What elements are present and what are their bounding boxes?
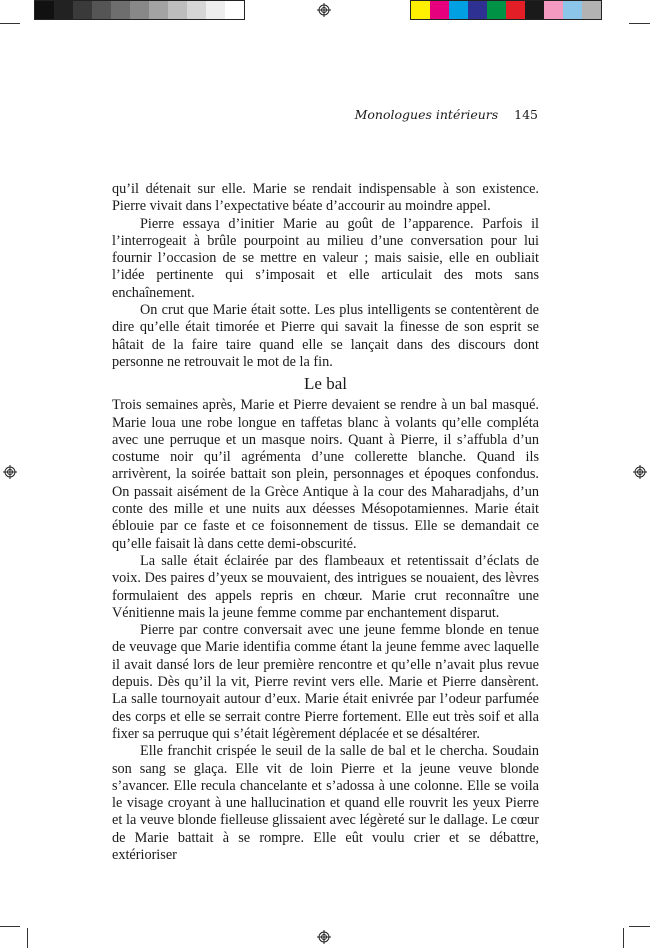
- process-color-bar: [410, 0, 602, 20]
- crop-mark-bottom-left-h: [0, 926, 20, 927]
- gray-swatch: [168, 1, 187, 19]
- page-body: [112, 181, 539, 864]
- crop-mark-bottom-right-v: [623, 928, 624, 948]
- gray-swatch: [225, 1, 244, 19]
- registration-mark-top-icon: [317, 3, 331, 17]
- paragraph: On crut que Marie était sotte. Les plus intelligents se contentèrent de dire qu’elle était timorée et Pierre qui savait la finesse de son esprit se hâtait de la faire taire quand elle se lançait dans des discours dont personne ne retrouvait le mot de la fin.: [112, 302, 539, 370]
- paragraph: Trois semaines après, Marie et Pierre devaient se rendre à un bal masqué. Marie loua une robe longue en taffetas blanc à volants qu’elle compléta avec une perruque et un masque noirs. Quant à Pierre, il s’affubla d’un costume noir qu’il agrémenta d’une collerette blanche. Quand ils arrivèrent, la soirée battait son plein, personnages et époques confondus. On passait aisément de la Grèce Antique à la cour des Maharadjahs, d’un conte des mille et une nuits aux déesses Mésopotamiennes. Marie était éblouie par ce faste et ce foisonnement de tissus. Elle se demandait ce qu’elle faisait là dans cette demi-obscurité.: [112, 397, 539, 552]
- registration-mark-left-icon: [3, 465, 17, 479]
- grayscale-color-bar: [34, 0, 245, 20]
- section-title: Le bal: [304, 374, 347, 394]
- crop-mark-top-right-h: [629, 23, 650, 24]
- registration-mark-bottom-icon: [317, 930, 331, 944]
- gray-swatch: [187, 1, 206, 19]
- gray-swatch: [206, 1, 225, 19]
- process-color-swatch: [525, 1, 544, 19]
- process-color-swatch: [468, 1, 487, 19]
- process-color-swatch: [487, 1, 506, 19]
- process-color-swatch: [411, 1, 430, 19]
- running-header-title: Monologues intérieurs: [354, 107, 499, 122]
- gray-swatch: [92, 1, 111, 19]
- paragraph: Elle franchit crispée le seuil de la salle de bal et le chercha. Soudain son sang se glaça. Elle vit de loin Pierre et la jeune veuve blonde s’avancer. Elle recula chancelante et s’adossa à une colonne. Elle se voila le visage croyant à une hallucination et quand elle rouvrit les yeux Pierre et la veuve blonde fielleuse glissaient avec légèreté sur le dallage. Le cœur de Marie battait à se rompre. Elle eût voulu crier et se débattre, extérioriser: [112, 743, 539, 863]
- crop-mark-bottom-right-h: [629, 926, 650, 927]
- paragraph: qu’il détenait sur elle. Marie se rendait indispensable à son existence. Pierre vivait dans l’expectative béate d’accourir au moindre appel.: [112, 181, 539, 215]
- gray-swatch: [54, 1, 73, 19]
- process-color-swatch: [449, 1, 468, 19]
- gray-swatch: [130, 1, 149, 19]
- process-color-swatch: [506, 1, 525, 19]
- running-header: [355, 107, 538, 122]
- paragraph: Pierre essaya d’initier Marie au goût de l’apparence. Parfois il l’interrogeait à brûle pourpoint au milieu d’une conversation pour lui fournir l’occasion de se mettre en valeur ; mais saisie, elle en oubliait l’idée pertinente qui s’imposait et elle articulait des mots sans enchaînement.: [112, 215, 539, 301]
- process-color-swatch: [582, 1, 601, 19]
- page-number: 145: [514, 107, 538, 122]
- paragraph: La salle était éclairée par des flambeaux et retentissait d’éclats de voix. Des paires d’yeux se mouvaient, des intrigues se nouaient, des lèvres formulaient des appels repris en chœur. Marie crut reconnaître une Vénitienne mais la jeune femme comme par enchantement disparut.: [112, 552, 539, 621]
- process-color-swatch: [544, 1, 563, 19]
- crop-mark-top-left-h: [0, 23, 20, 24]
- crop-mark-bottom-left-v: [27, 928, 28, 948]
- process-color-swatch: [563, 1, 582, 19]
- gray-swatch: [111, 1, 130, 19]
- gray-swatch: [35, 1, 54, 19]
- gray-swatch: [149, 1, 168, 19]
- process-color-swatch: [430, 1, 449, 19]
- gray-swatch: [73, 1, 92, 19]
- paragraph: Pierre par contre conversait avec une jeune femme blonde en tenue de veuvage que Marie identifia comme étant la jeune femme avec laquelle il avait dansé lors de leur première rencontre et qu’elle n’avait plus revue depuis. Dès qu’il la vit, Pierre revint vers elle. Marie et Pierre dansèrent. La salle tournoyait autour d’eux. Marie était enivrée par l’odeur parfumée des corps et elle se serrait contre Pierre fortement. Elle eut très soif et alla fixer sa perruque qui s’était légèrement déplacée et se désaltérer.: [112, 622, 539, 742]
- registration-mark-right-icon: [633, 465, 647, 479]
